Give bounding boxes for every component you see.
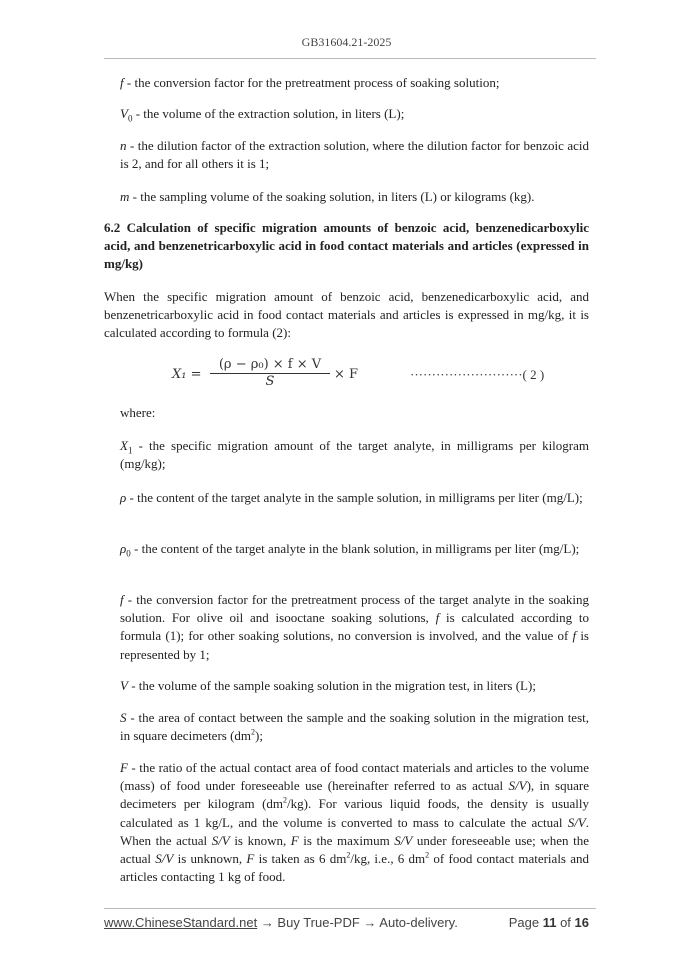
text-segment: under foreseeable use; when the actual — [120, 832, 589, 867]
text-segment: - the content of the target analyte in the blank solution, in milligrams per liter (mg/L); — [130, 541, 580, 556]
text-segment: is calculated according to formula (1); for other soaking solutions, no conversion is involved, and the value of — [120, 610, 589, 644]
text-segment: ); — [255, 728, 263, 744]
text-segment: f — [120, 592, 124, 607]
page-total: 16 — [574, 915, 589, 930]
formula-lhs: X₁ = — [172, 367, 202, 382]
paragraph-intro — [104, 288, 589, 343]
text-segment: is unknown, — [173, 851, 247, 867]
text-segment: 0 — [126, 548, 131, 559]
text-segment: 2 — [251, 727, 256, 737]
formula-rhs: × F — [334, 367, 359, 382]
text-segment: ), in square decimeters per kilogram (dm — [120, 778, 589, 812]
formula-denominator: S — [265, 374, 275, 389]
text-segment: - the sampling volume of the soaking solution, in liters (L) or kilograms (kg). — [129, 189, 535, 204]
page-indicator — [509, 915, 589, 930]
footer-text: → Buy True-PDF → Auto-delivery. — [257, 915, 458, 930]
text-segment: F — [246, 851, 255, 867]
paragraph-def-x1 — [120, 437, 589, 473]
text-segment: V — [120, 678, 128, 693]
paragraph-def-m — [120, 188, 589, 206]
formula-numerator: (ρ − ρ₀) × f × V — [210, 357, 330, 374]
header-doc-code: GB31604.21-2025 — [301, 35, 392, 49]
text-segment: - the volume of the extraction solution, in liters (L); — [132, 106, 405, 121]
text-segment: - the area of contact between the sample and the soaking solution in the migration test, in square decimeters (dm — [120, 710, 589, 744]
footer — [104, 915, 589, 930]
text-segment: F — [120, 760, 128, 775]
paragraph-where — [120, 404, 589, 422]
text-segment: S — [120, 710, 127, 725]
paragraph-def-s — [120, 709, 589, 745]
formula-2 — [170, 357, 600, 397]
text-segment: f — [572, 628, 577, 644]
text-segment: /kg). For various liquid foods, the density is usually calculated as 1 kg/L, and the volume is converted to mass to calculate the actual — [120, 796, 590, 830]
text-segment: - the volume of the sample soaking solution in the migration test, in liters (L); — [127, 678, 536, 693]
text-segment: X — [120, 438, 128, 453]
text-segment: - the content of the target analyte in the sample solution, in milligrams per liter (mg/L); — [126, 490, 583, 505]
text-segment: ρ — [120, 541, 127, 556]
text-segment: 6.2 Calculation of specific migration amounts of benzoic acid, benzenedicarboxylic acid, and benzenetricarboxylic acid in food contact materials and articles (expressed in mg/kg) — [104, 220, 589, 272]
text-segment: 2 — [283, 796, 288, 806]
of-label: of — [556, 915, 575, 930]
paragraph-def-F — [120, 759, 589, 886]
text-segment: S/V — [211, 832, 230, 848]
text-segment: When the specific migration amount of benzoic acid, benzenedicarboxylic acid, and benzenetricarboxylic acid in food contact materials and articles is expressed in mg/kg, it is calculated according to formula (2): — [104, 289, 589, 341]
text-segment: is represented by 1; — [120, 628, 589, 662]
text-segment: S/V — [567, 814, 586, 830]
text-segment: 2 — [425, 850, 430, 860]
paragraph-def-v — [120, 677, 589, 695]
text-segment: . When the actual — [120, 814, 589, 848]
formula-fraction — [210, 357, 330, 389]
paragraph-def-n — [120, 137, 589, 173]
text-segment: S/V — [508, 778, 527, 794]
text-segment: m — [120, 189, 130, 204]
text-segment: - the specific migration amount of the target analyte, in milligrams per kilogram (mg/kg); — [120, 438, 589, 472]
text-segment: S/V — [394, 832, 413, 848]
text-segment: 0 — [127, 113, 133, 124]
paragraph-def-v0 — [120, 105, 589, 123]
text-segment: - the dilution factor of the extraction solution, where the dilution factor for benzoic acid is 2, and for all others it is 1; — [120, 138, 589, 172]
footer-link[interactable]: www.ChineseStandard.net — [104, 915, 258, 930]
text-segment: where: — [120, 405, 156, 420]
paragraph-def-f2 — [120, 591, 589, 664]
text-segment: is taken as 6 dm — [254, 851, 347, 867]
paragraph-section-6-2-heading — [104, 219, 589, 274]
paragraph-def-f — [120, 74, 589, 92]
text-segment: f — [435, 610, 440, 626]
text-segment: V — [120, 106, 128, 121]
footer-rule — [104, 908, 596, 909]
text-segment: - the conversion factor for the pretreatment process of soaking solution; — [123, 75, 500, 90]
paragraph-def-rho0 — [120, 540, 589, 558]
text-segment: - the conversion factor for the pretreatment process of the target analyte in the soaking solution. For olive oil and isooctane soaking solutions, — [120, 592, 589, 626]
header-rule — [104, 58, 596, 59]
text-segment: S/V — [155, 851, 174, 867]
text-segment: ρ — [120, 490, 127, 505]
text-segment: n — [120, 138, 127, 153]
text-segment: of food contact materials and articles contacting 1 kg of food. — [120, 851, 589, 885]
text-segment: F — [290, 832, 299, 848]
text-segment: 1 — [127, 445, 133, 456]
page-label: Page — [508, 915, 543, 930]
paragraph-def-rho — [120, 489, 589, 507]
text-segment: /kg, i.e., 6 dm — [350, 851, 426, 867]
text-segment: f — [120, 75, 124, 90]
text-segment: 2 — [346, 850, 351, 860]
page-number: 11 — [542, 915, 557, 930]
text-segment: - the ratio of the actual contact area of food contact materials and articles to the volume (mass) of food under foreseeable use (hereinafter referred to as actual — [120, 760, 589, 794]
text-segment: is known, — [229, 832, 291, 848]
text-segment: is the maximum — [298, 832, 395, 848]
equation-number: ··························( 2 ) — [410, 367, 545, 382]
